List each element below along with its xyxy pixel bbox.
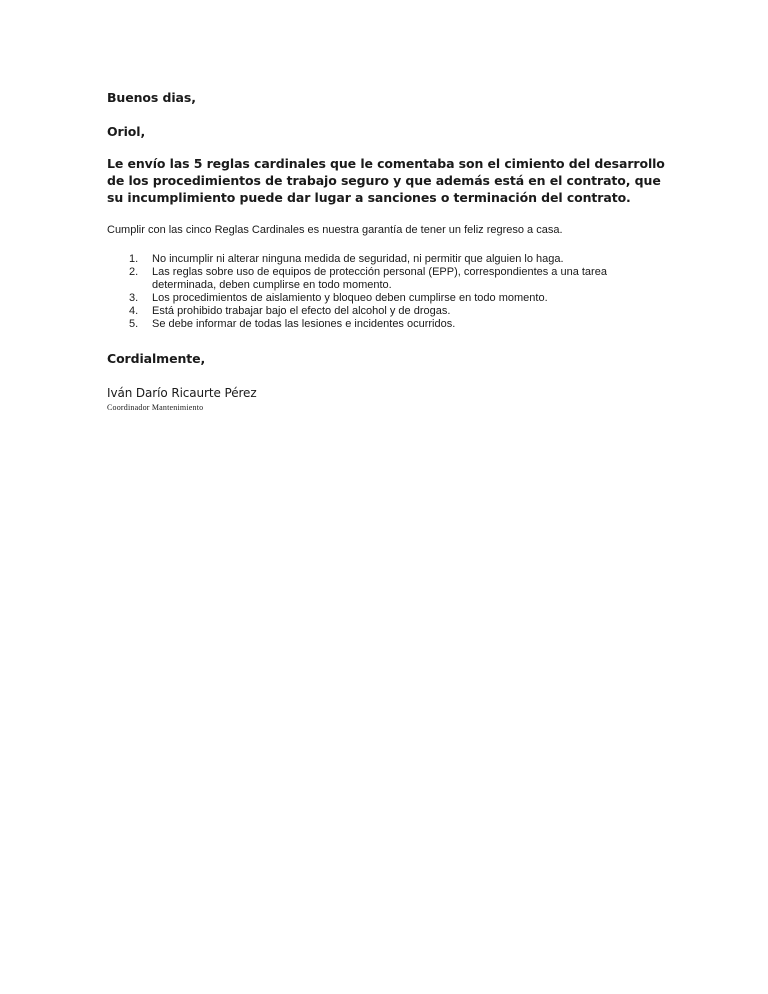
list-item [107,253,627,266]
list-item-text: Está prohibido trabajar bajo el efecto del alcohol y de drogas. [152,305,451,317]
lead-sentence: Cumplir con las cinco Reglas Cardinales es nuestra garantía de tener un feliz regreso a casa. [107,224,563,236]
list-item-text: Se debe informar de todas las lesiones e incidentes ocurridos. [152,318,456,330]
list-item-number: 3. [129,292,139,304]
signer-name: Iván Darío Ricaurte Pérez [107,386,257,400]
list-item-number: 5. [129,318,139,330]
list-item-text: Los procedimientos de aislamiento y bloqueo deben cumplirse en todo momento. [152,292,548,304]
list-item [107,266,627,292]
list-item-number: 4. [129,305,139,317]
list-item [107,305,627,318]
list-item [107,318,627,331]
list-item [107,292,627,305]
recipient: Oriol, [107,124,146,139]
list-item-number: 2. [129,266,139,278]
intro-paragraph: Le envío las 5 reglas cardinales que le comentaba son el cimiento del desarrollo de los procedimientos de trabajo seguro y que además está en el contrato, que su incumplimiento puede dar lugar a sanciones o terminación del contrato. [107,156,665,205]
list-item-number: 1. [129,253,139,265]
greeting: Buenos dias, [107,90,196,105]
signer-role: Coordinador Mantenimiento [107,403,204,412]
rules-list [107,253,627,331]
closing: Cordialmente, [107,351,206,366]
list-item-text: Las reglas sobre uso de equipos de protección personal (EPP), correspondientes a una tarea determinada, deben cumplirse en todo momento. [152,266,607,291]
list-item-text: No incumplir ni alterar ninguna medida de seguridad, ni permitir que alguien lo haga. [152,253,564,265]
